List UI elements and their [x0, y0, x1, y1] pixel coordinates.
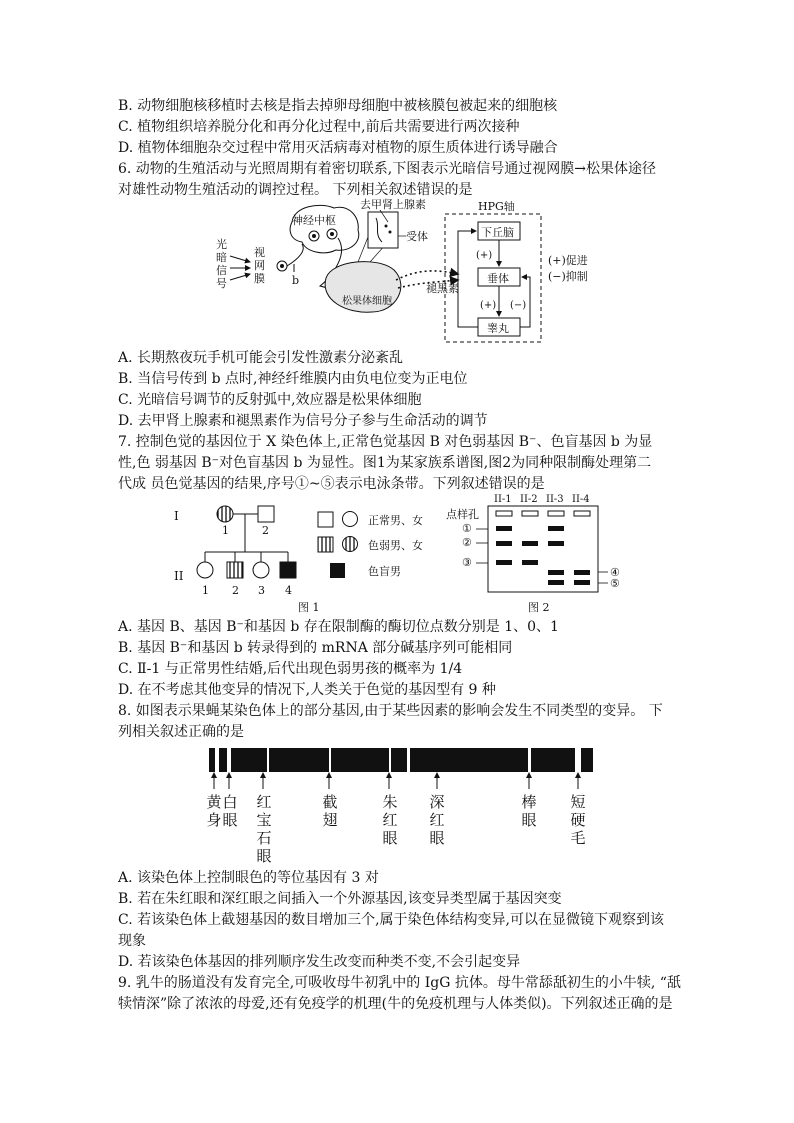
gene-label-white-eye: 白 眼 — [222, 793, 238, 829]
chromosome-bar — [209, 748, 593, 772]
hypothalamus-label: 下丘脑 — [481, 226, 514, 239]
melatonin-label: 褪黑素 — [426, 282, 459, 295]
lane-label-ii2: II-2 — [520, 494, 538, 505]
legend-normal-male — [318, 512, 333, 527]
signal-char-1: 光 — [216, 238, 227, 251]
plus-label-2: (+) — [480, 300, 497, 311]
q7-option-b: B. 基因 B⁻和基因 b 转录得到的 mRNA 部分碱基序列可能相同 — [118, 640, 513, 656]
q8-option-c-line1: C. 若该染色体上截翅基因的数目增加三个,属于染色体结构变异,可以在显微镜下观察到该 — [118, 912, 665, 928]
ii4-number: 4 — [285, 584, 292, 597]
q7-option-d: D. 在不考虑其他变异的情况下,人类关于色觉的基因型有 9 种 — [118, 682, 496, 698]
well — [574, 511, 590, 516]
ii1-number: 1 — [202, 584, 209, 597]
legend-promote: (+)促进 — [548, 254, 588, 267]
band-3-ii2 — [496, 560, 512, 565]
q7-option-c: C. Ⅱ-1 与正常男性结婚,后代出现色弱男孩的概率为 1/4 — [118, 661, 463, 677]
lane-label-ii4: II-4 — [572, 494, 590, 505]
legend-normal-text: 正常男、女 — [368, 514, 423, 527]
pituitary-label: 垂体 — [487, 272, 509, 285]
band-4-ii3 — [548, 570, 564, 575]
legend-blind-male — [330, 563, 345, 578]
q8-chromosome-figure — [200, 745, 600, 795]
neural-path — [287, 244, 303, 266]
q8-option-d: D. 若该染色体基因的排列顺序发生改变而种类不变,不会引起变异 — [118, 954, 521, 970]
retina-char-2: 网 — [254, 259, 265, 272]
minus-label-2: (−) — [510, 300, 527, 311]
q7-stem-line1: 7. 控制色觉的基因位于 X 染色体上,正常色觉基因 B 对色弱基因 B⁻、色盲基因 b 为显 — [118, 434, 653, 450]
legend-inhibit: (−)抑制 — [548, 270, 588, 283]
ii3-number: 3 — [258, 584, 265, 597]
q7-pedigree-figure — [168, 496, 458, 616]
q8-option-a: A. 该染色体上控制眼色的等位基因有 3 对 — [118, 870, 379, 886]
ii2-number: 2 — [232, 584, 239, 597]
gel-frame — [488, 506, 598, 592]
norepinephrine-label: 去甲肾上腺素 — [360, 198, 426, 211]
well-label: 点样孔 — [446, 508, 479, 521]
i1-colorweak-female — [217, 506, 233, 522]
retina-char-3: 膜 — [254, 272, 265, 285]
synapse-detail — [368, 212, 398, 248]
gene-label-ruby-eye: 红 宝 石 眼 — [256, 793, 272, 865]
legend-weak-male — [318, 537, 333, 552]
gene-label-short-bristle: 短 硬 毛 — [570, 793, 586, 847]
q5-option-d: D. 植物体细胞杂交过程中常用灭活病毒对植物的原生质体进行诱导融合 — [118, 140, 558, 156]
q6-stem-line1: 6. 动物的生殖活动与光照周期有着密切联系,下图表示光暗信号通过视网膜→松果体途径 — [118, 161, 656, 177]
generation-ii-label: II — [174, 569, 184, 583]
q8-stem-line1: 8. 如图表示果蝇某染色体上的部分基因,由于某些因素的影响会发生不同类型的变异。 下 — [118, 703, 663, 719]
q5-option-b: B. 动物细胞核移植时去核是指去掉卵母细胞中被核膜包被起来的细胞核 — [118, 98, 558, 114]
legend-normal-female — [343, 512, 358, 527]
band-2-ii2 — [522, 541, 538, 546]
receptor-label: 受体 — [406, 230, 428, 243]
gene-label-deep-red-eye: 深 红 眼 — [429, 793, 445, 847]
q7-option-a: A. 基因 B、基因 B⁻和基因 b 存在限制酶的酶切位点数分别是 1、0、1 — [118, 619, 559, 635]
band-label-1: ① — [462, 522, 472, 535]
band-5-ii4 — [574, 580, 590, 585]
q9-stem-line2: 犊情深”除了浓浓的母爱,还有免疫学的机理(牛的免疫机理与人体类似)。下列叙述正确的是 — [118, 996, 673, 1012]
point-b-label: b — [292, 274, 300, 287]
q5-option-c: C. 植物组织培养脱分化和再分化过程中,前后共需要进行两次接种 — [118, 119, 520, 135]
retina-char-1: 视 — [254, 246, 265, 259]
melatonin-arrow — [396, 271, 458, 280]
q6-option-d: D. 去甲肾上腺素和褪黑素作为信号分子参与生命活动的调节 — [118, 413, 488, 429]
gene-label-yellow-body: 黄 身 — [206, 793, 222, 829]
testis-label: 睾丸 — [487, 322, 509, 335]
gene-label-vermilion-eye: 朱 红 眼 — [382, 793, 398, 847]
q8-stem-line2: 列相关叙述正确的是 — [118, 724, 244, 740]
pineal-label: 松果体细胞 — [342, 296, 392, 307]
signal-char-4: 号 — [216, 277, 227, 290]
lane-label-ii1: II-1 — [494, 494, 512, 505]
gene-label-bar-eye: 棒 眼 — [521, 793, 537, 829]
legend-weak-text: 色弱男、女 — [368, 539, 423, 552]
band-label-5: ⑤ — [610, 577, 620, 590]
ii1-normal-female — [197, 562, 213, 578]
q6-option-a: A. 长期熬夜玩手机可能会引发性激素分泌紊乱 — [118, 350, 404, 366]
well — [496, 511, 512, 516]
q6-diagram — [210, 196, 588, 346]
signal-arrow — [230, 274, 250, 280]
plus-label-1: (+) — [476, 250, 493, 261]
center-label: 神经中枢 — [292, 214, 336, 227]
fig1-caption: 图 1 — [298, 601, 320, 614]
i2-normal-male — [258, 506, 274, 522]
q9-stem-line1: 9. 乳牛的肠道没有发育完全,可吸收母牛初乳中的 IgG 抗体。母牛常舔舐初生的小牛犊, “舐 — [118, 975, 681, 991]
i2-number: 2 — [262, 524, 269, 537]
ii4-colorblind-male — [280, 562, 296, 578]
hpg-axis-label: HPG轴 — [478, 200, 515, 213]
q8-option-b: B. 若在朱红眼和深红眼之间插入一个外源基因,该变异类型属于基因突变 — [118, 891, 562, 907]
q8-option-c-line2: 现象 — [118, 933, 146, 949]
q7-stem-line3: 代成 员色觉基因的结果,序号①~⑤表示电泳条带。下列叙述错误的是 — [118, 476, 545, 492]
well — [548, 511, 564, 516]
band-1-ii3 — [548, 526, 564, 531]
band-label-4: ④ — [610, 566, 620, 579]
q6-stem-line2: 对雄性动物生殖活动的调控过程。 下列相关叙述错误的是 — [118, 182, 473, 198]
band-1-ii1 — [496, 526, 512, 531]
fig2-caption: 图 2 — [528, 601, 550, 614]
band-4-ii4 — [574, 570, 590, 575]
signal-char-3: 信 — [216, 264, 227, 277]
brain-shape — [290, 205, 359, 252]
ii2-colorweak-male — [227, 562, 243, 578]
band-3-ii2b — [522, 560, 538, 565]
lane-label-ii3: II-3 — [546, 494, 564, 505]
band-2-ii1 — [496, 541, 512, 546]
signal-arrow — [230, 256, 250, 262]
gene-label-cut-wing: 截 翅 — [322, 793, 338, 829]
i1-number: 1 — [222, 524, 229, 537]
band-5-ii3 — [548, 580, 564, 585]
band-label-3: ③ — [462, 556, 472, 569]
ii3-normal-female — [253, 562, 269, 578]
legend-blind-text: 色盲男 — [368, 565, 401, 578]
well — [522, 511, 538, 516]
q6-option-c: C. 光暗信号调节的反射弧中,效应器是松果体细胞 — [118, 392, 422, 408]
band-label-2: ② — [462, 536, 472, 549]
signal-char-2: 暗 — [216, 251, 227, 264]
q7-stem-line2: 性,色 弱基因 B⁻对色盲基因 b 为显性。图1为某家族系谱图,图2为同种限制酶处理第二 — [118, 455, 652, 471]
band-2-ii3 — [548, 541, 564, 546]
generation-i-label: I — [174, 509, 179, 523]
legend-weak-female — [343, 537, 358, 552]
q6-option-b: B. 当信号传到 b 点时,神经纤维膜内由负电位变为正电位 — [118, 371, 468, 387]
q7-gel-figure — [446, 490, 630, 616]
